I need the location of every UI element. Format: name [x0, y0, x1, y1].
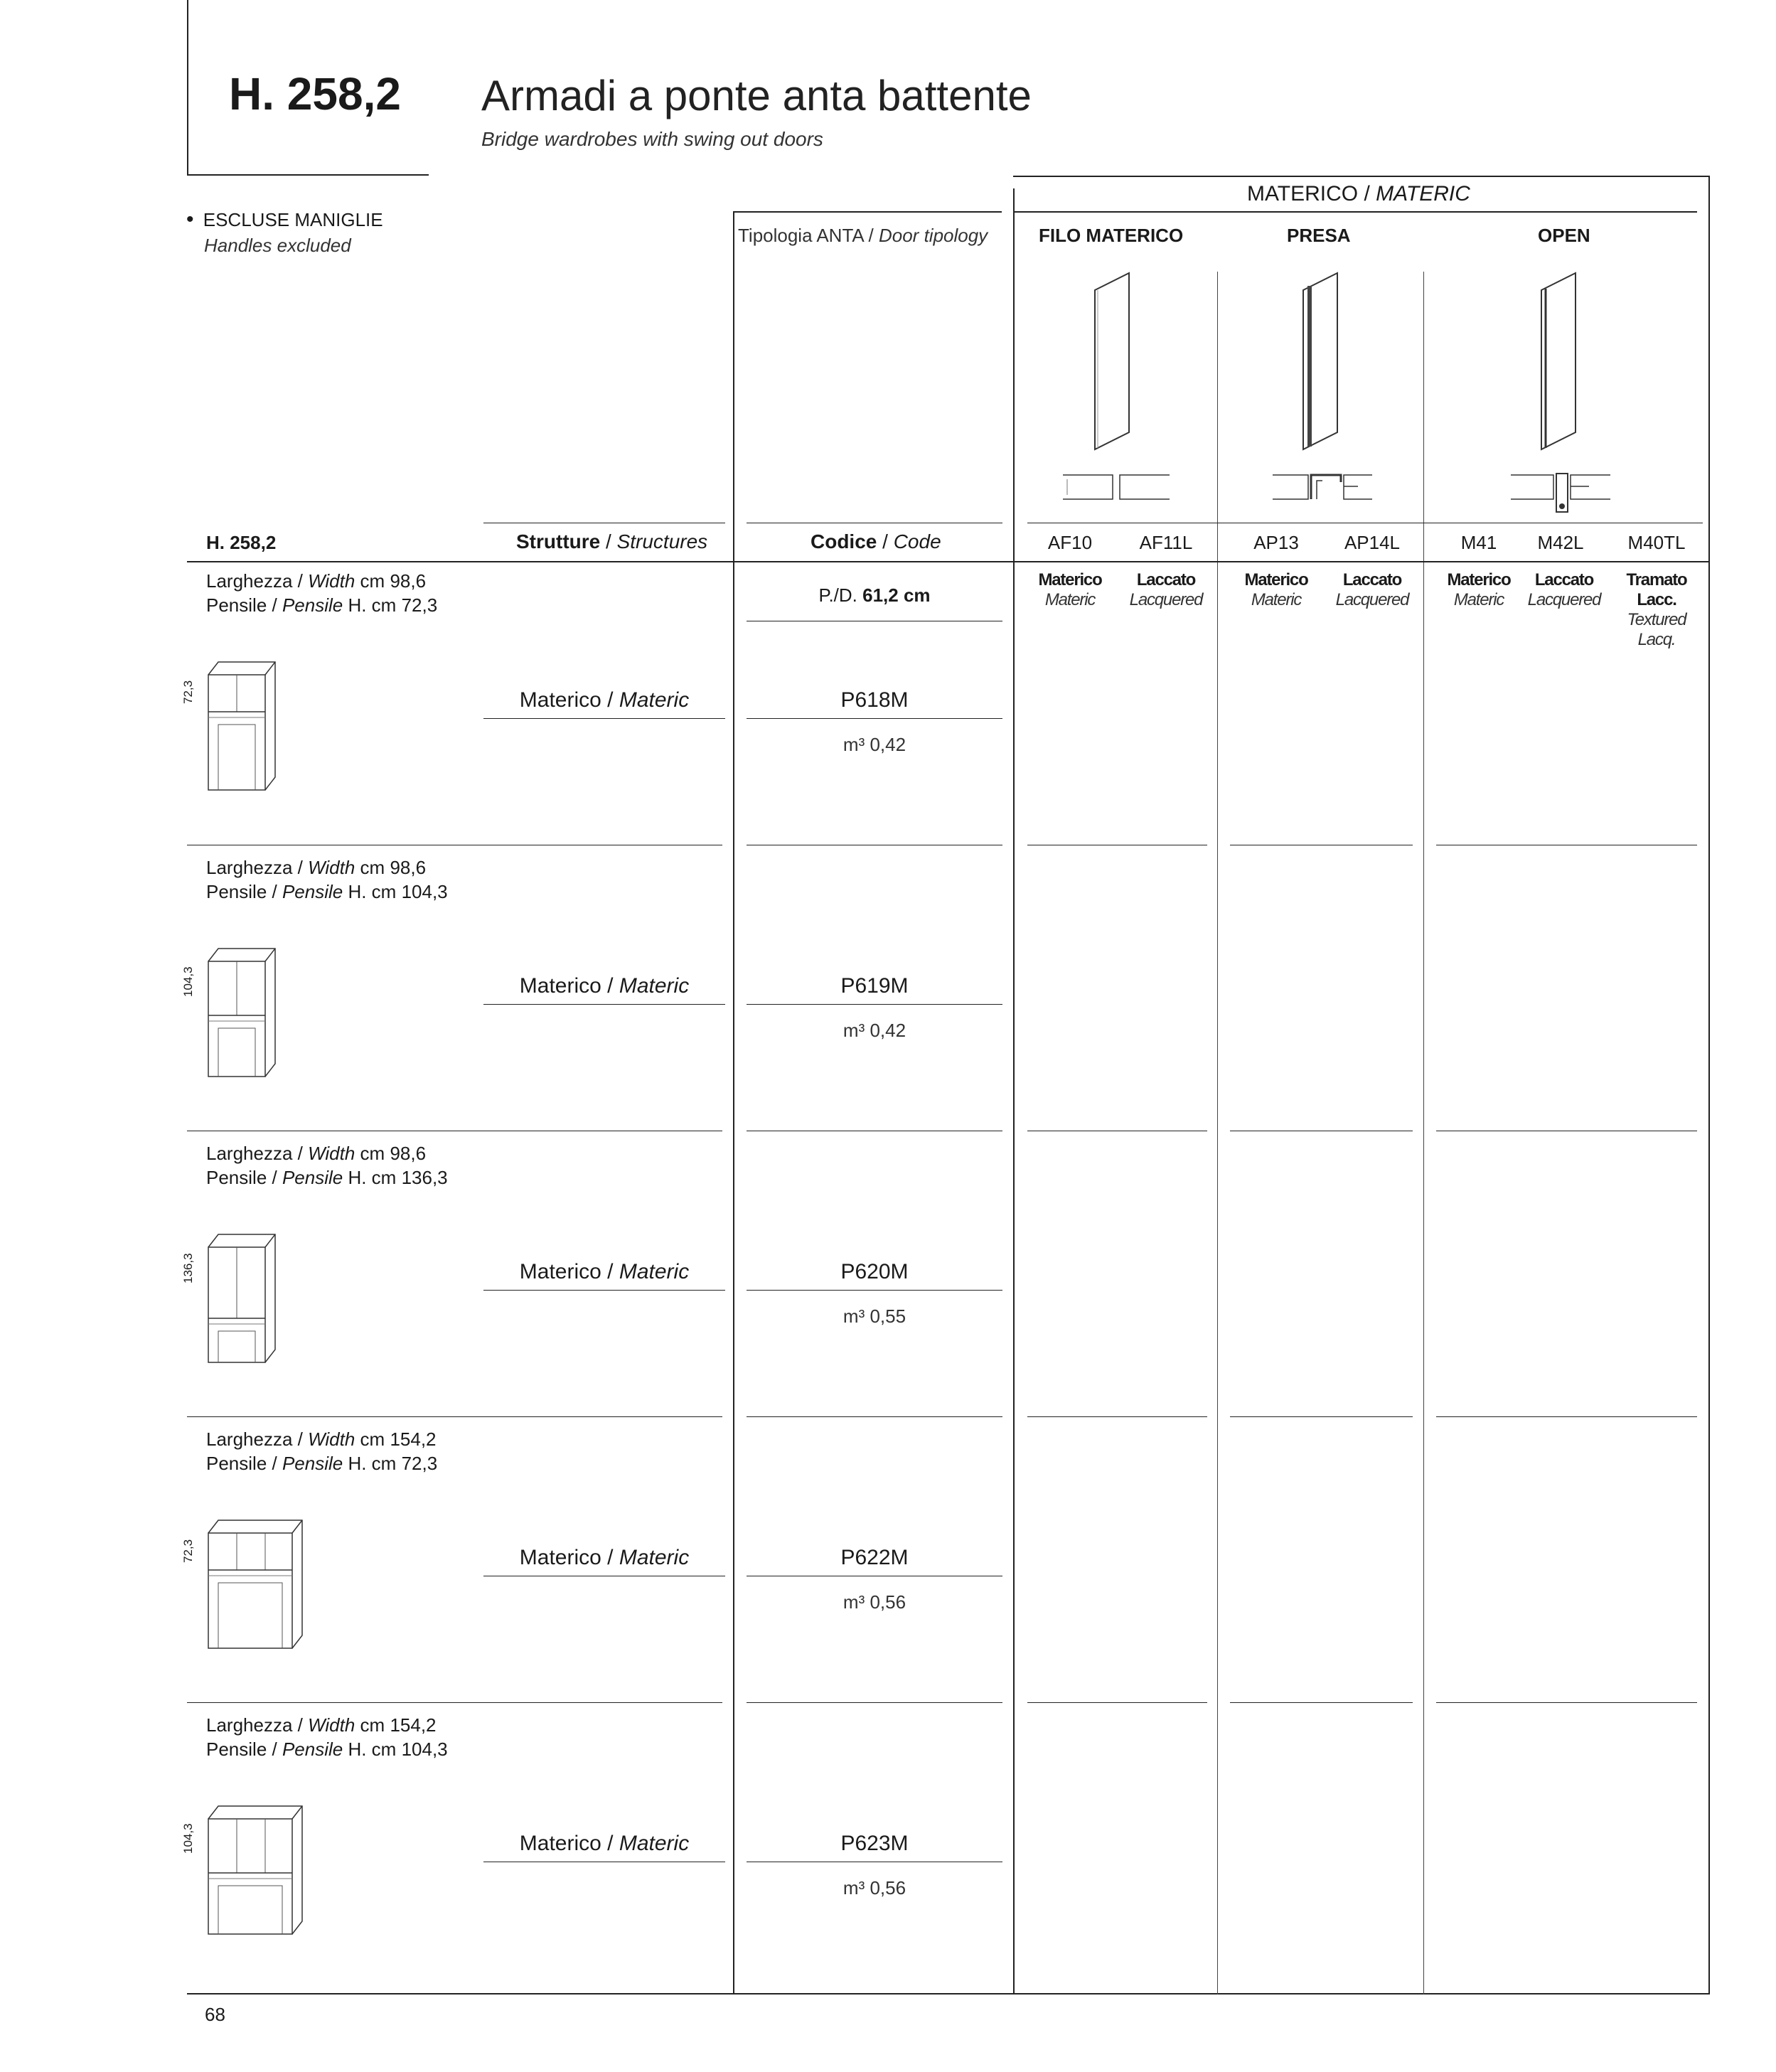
row-2-width-value: 98,6 [390, 857, 427, 878]
page-subtitle: Bridge wardrobes with swing out doors [481, 128, 823, 150]
row-2-wardrobe-icon [203, 944, 288, 1086]
row-4-pensile-value: 72,3 [401, 1453, 438, 1474]
profile-filo-icon [1063, 472, 1177, 501]
row-3-pensile-it: Pensile / [206, 1167, 282, 1188]
finish-5 [1521, 570, 1607, 610]
row-5-code: P623M [840, 1832, 909, 1855]
finish-4-it: Materico [1447, 570, 1511, 589]
family-filo-materico: FILO MATERICO [1039, 225, 1184, 246]
row-5-pensile-unit: H. cm [343, 1739, 402, 1760]
group-en: MATERIC [1376, 182, 1470, 205]
row-3-volume-unit: m³ [842, 1305, 870, 1327]
row-4-structure-en: Materic [619, 1546, 690, 1569]
finish-6-en: Textured Lacq. [1627, 610, 1686, 649]
row-5-pensile-en: Pensile [282, 1739, 343, 1760]
group-it: MATERICO [1247, 182, 1359, 205]
row-1-width-value: 98,6 [390, 570, 427, 592]
row-1-width-it: Larghezza / [206, 570, 309, 592]
row-2-structure-it: Materico / [519, 974, 619, 998]
row-2-width-en: Width [308, 857, 355, 878]
row-4-wardrobe-icon [203, 1516, 316, 1658]
row-3-volume-value: 0,55 [870, 1305, 906, 1327]
col-code-en: Code [893, 530, 941, 552]
row-5-pensile-it: Pensile / [206, 1739, 282, 1760]
row-4-pensile-it: Pensile / [206, 1453, 282, 1474]
finish-3-it: Laccato [1342, 570, 1402, 589]
row-3-volume [747, 1305, 1002, 1328]
row-4-width [206, 1428, 437, 1451]
row-4-dim: 72,3 [181, 1539, 195, 1563]
col-code [811, 530, 941, 553]
row-3-code: P620M [840, 1260, 909, 1283]
door-type-it: Tipologia ANTA / [738, 225, 879, 246]
row-3-dim: 136,3 [181, 1253, 195, 1283]
row-4-width-unit: cm [355, 1428, 390, 1450]
row-2-pensile-value: 104,3 [401, 881, 448, 902]
finish-0-it: Materico [1038, 570, 1102, 589]
row-1-dim: 72,3 [181, 680, 195, 704]
finish-1 [1123, 570, 1209, 610]
page-number: 68 [205, 2004, 225, 2025]
row-5-wardrobe-icon [203, 1802, 316, 1944]
family-presa: PRESA [1287, 225, 1351, 246]
row-4-volume [747, 1591, 1002, 1613]
row-1-volume [747, 734, 1002, 756]
page-title: Armadi a ponte anta battente [481, 72, 1032, 119]
finish-0 [1027, 570, 1113, 610]
row-1-structure-it: Materico / [519, 688, 619, 712]
row-5-pensile-value: 104,3 [401, 1739, 448, 1760]
door-code-af11l: AF11L [1139, 532, 1193, 553]
row-1-pensile-value: 72,3 [401, 594, 438, 616]
row-4-pensile-en: Pensile [282, 1453, 343, 1474]
row-2-width [206, 857, 426, 879]
door-type-label [738, 225, 988, 247]
row-5-width-unit: cm [355, 1714, 390, 1736]
row-3-structure-it: Materico / [519, 1260, 619, 1283]
row-3-width-en: Width [308, 1143, 355, 1164]
row-3-structure [483, 1260, 725, 1284]
row-2-structure-en: Materic [619, 974, 690, 998]
row-4-volume-value: 0,56 [870, 1591, 906, 1613]
finish-3-en: Lacquered [1335, 590, 1409, 609]
row-1-pensile-unit: H. cm [343, 594, 402, 616]
row-4-code: P622M [840, 1546, 909, 1569]
row-5-dim: 104,3 [181, 1823, 195, 1854]
col-code-it: Codice [811, 530, 877, 552]
row-3-width-value: 98,6 [390, 1143, 427, 1164]
finish-4 [1436, 570, 1521, 610]
row-1-pensile [206, 594, 437, 616]
row-1-structure-en: Materic [619, 688, 690, 712]
door-code-m40tl: M40TL [1627, 532, 1686, 553]
row-4-width-en: Width [308, 1428, 355, 1450]
row-2-pensile-it: Pensile / [206, 881, 282, 902]
row-5-volume-unit: m³ [842, 1877, 870, 1899]
door-code-m41: M41 [1460, 532, 1497, 553]
profile-presa-icon [1273, 472, 1379, 502]
row-3-pensile-value: 136,3 [401, 1167, 448, 1188]
door-code-af10: AF10 [1047, 532, 1093, 553]
row-4-pensile [206, 1453, 437, 1475]
row-2-pensile-unit: H. cm [343, 881, 402, 902]
door-filo-materico-icon [1088, 270, 1138, 448]
finish-1-it: Laccato [1136, 570, 1196, 589]
row-1-structure [483, 688, 725, 712]
profile-open-icon [1511, 472, 1617, 516]
row-2-volume [747, 1020, 1002, 1042]
row-1-pensile-en: Pensile [282, 594, 343, 616]
finish-5-en: Lacquered [1527, 590, 1601, 609]
row-1-width-en: Width [308, 570, 355, 592]
row-3-width-it: Larghezza / [206, 1143, 309, 1164]
finish-2-en: Materic [1251, 590, 1302, 609]
door-type-en: Door tipology [878, 225, 988, 246]
row-5-pensile [206, 1739, 448, 1761]
height-code-title: H. 258,2 [229, 68, 401, 119]
col-structures-en: Structures [616, 530, 708, 552]
row-2-width-unit: cm [355, 857, 390, 878]
family-open: OPEN [1538, 225, 1590, 246]
row-4-volume-unit: m³ [842, 1591, 870, 1613]
note-bullet: • [186, 208, 194, 231]
row-5-volume [747, 1877, 1002, 1899]
col-structures-it: Strutture [516, 530, 601, 552]
finish-2-it: Materico [1244, 570, 1308, 589]
note-label: ESCLUSE MANIGLIE [203, 209, 383, 230]
door-code-ap13: AP13 [1253, 532, 1299, 553]
row-4-pensile-unit: H. cm [343, 1453, 402, 1474]
finish-6 [1608, 570, 1705, 650]
row-2-width-it: Larghezza / [206, 857, 309, 878]
row-2-volume-unit: m³ [842, 1020, 870, 1041]
row-1-width-unit: cm [355, 570, 390, 592]
note-label-en: Handles excluded [204, 235, 351, 256]
row-5-width-value: 154,2 [390, 1714, 437, 1736]
depth-label [747, 584, 1002, 607]
row-5-width-it: Larghezza / [206, 1714, 309, 1736]
row-5-width [206, 1714, 437, 1736]
row-5-structure [483, 1832, 725, 1856]
door-open-icon [1536, 270, 1585, 448]
row-2-pensile-en: Pensile [282, 881, 343, 902]
handles-note [186, 208, 383, 232]
row-1-pensile-it: Pensile / [206, 594, 282, 616]
finish-4-en: Materic [1453, 590, 1504, 609]
row-3-pensile [206, 1167, 448, 1189]
depth-value: 61,2 cm [862, 584, 931, 606]
group-sep: / [1358, 182, 1376, 205]
depth-prefix: P./D. [818, 584, 863, 606]
row-1-wardrobe-icon [203, 658, 288, 800]
row-3-structure-en: Materic [619, 1260, 690, 1283]
row-3-width-unit: cm [355, 1143, 390, 1164]
group-header [1247, 182, 1470, 206]
row-1-code: P618M [840, 688, 909, 712]
row-3-pensile-unit: H. cm [343, 1167, 402, 1188]
row-2-structure [483, 974, 725, 998]
row-4-width-value: 154,2 [390, 1428, 437, 1450]
row-3-width [206, 1143, 426, 1165]
row-4-structure-it: Materico / [519, 1546, 619, 1569]
door-code-ap14l: AP14L [1344, 532, 1401, 553]
finish-5-it: Laccato [1534, 570, 1594, 589]
row-1-volume-value: 0,42 [870, 734, 906, 755]
row-5-volume-value: 0,56 [870, 1877, 906, 1899]
col-structures [516, 530, 707, 553]
col-structures-sep: / [600, 530, 617, 552]
finish-6-it: Tramato Lacc. [1626, 570, 1687, 609]
finish-2 [1234, 570, 1319, 610]
col-height: H. 258,2 [206, 532, 277, 553]
door-code-m42l: M42L [1537, 532, 1584, 553]
row-3-wardrobe-icon [203, 1230, 288, 1372]
row-2-code: P619M [840, 974, 909, 998]
row-3-pensile-en: Pensile [282, 1167, 343, 1188]
row-2-volume-value: 0,42 [870, 1020, 906, 1041]
finish-1-en: Lacquered [1129, 590, 1203, 609]
row-5-structure-it: Materico / [519, 1832, 619, 1855]
finish-3 [1330, 570, 1415, 610]
row-1-volume-unit: m³ [842, 734, 870, 755]
row-5-structure-en: Materic [619, 1832, 690, 1855]
finish-0-en: Materic [1044, 590, 1096, 609]
row-5-width-en: Width [308, 1714, 355, 1736]
row-4-width-it: Larghezza / [206, 1428, 309, 1450]
row-2-pensile [206, 881, 448, 903]
col-code-sep: / [877, 530, 894, 552]
row-2-dim: 104,3 [181, 966, 195, 997]
row-4-structure [483, 1546, 725, 1570]
row-1-width [206, 570, 426, 592]
door-presa-icon [1298, 270, 1347, 448]
